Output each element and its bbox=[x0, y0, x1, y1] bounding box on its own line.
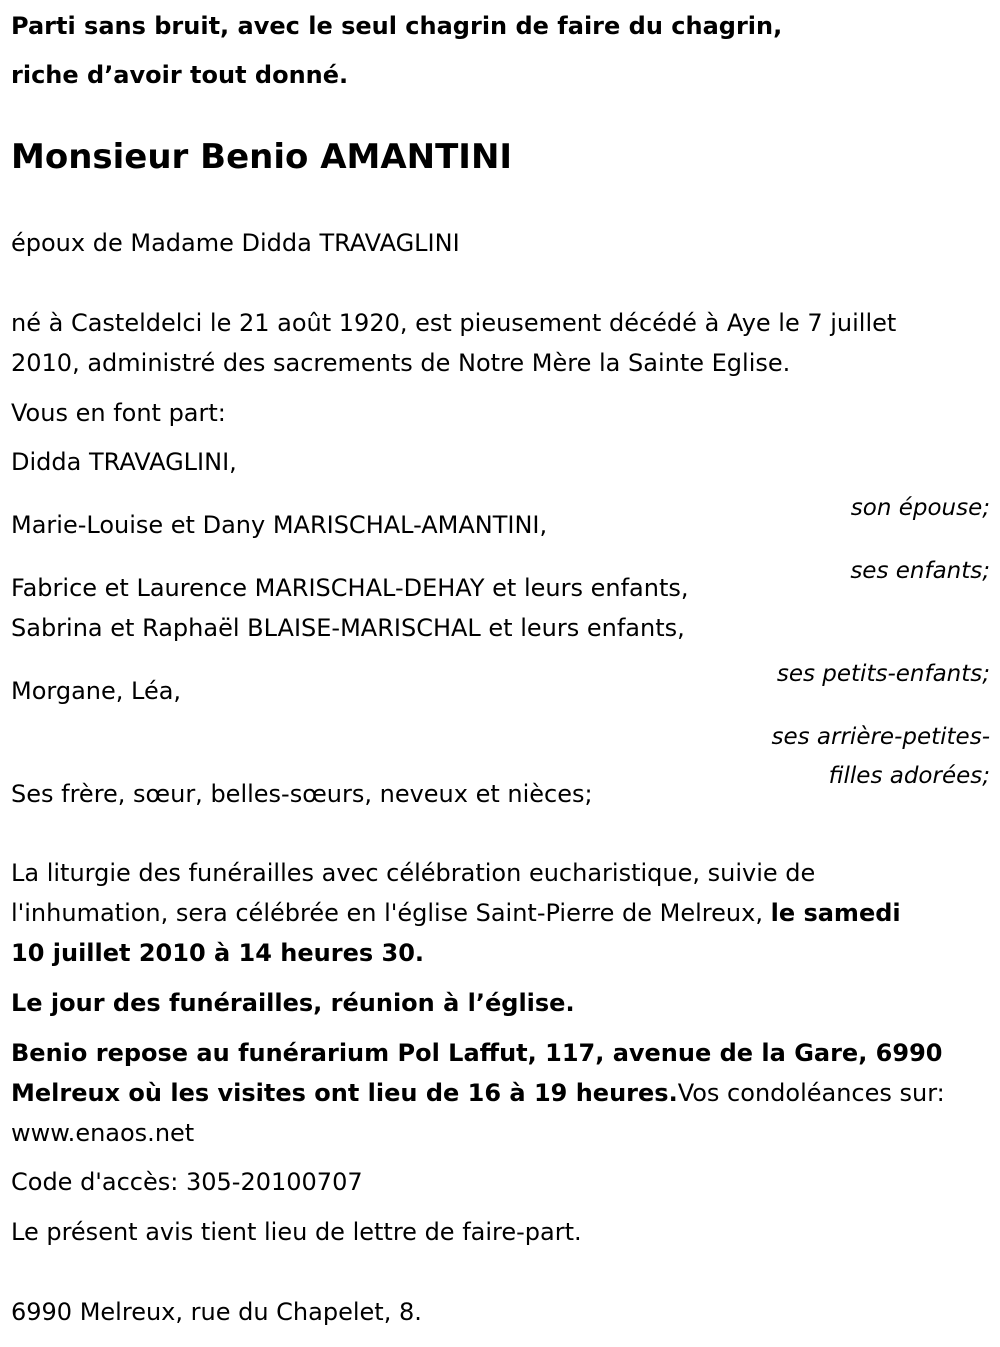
condolences-label: Vos condoléances sur: bbox=[677, 1079, 945, 1107]
condolences-website: www.enaos.net bbox=[11, 1119, 195, 1147]
announce-label: Vous en font part: bbox=[11, 399, 226, 427]
address: 6990 Melreux, rue du Chapelet, 8. bbox=[11, 1298, 422, 1326]
visiting-hours: Melreux où les visites ont lieu de 16 à 19 heures. bbox=[11, 1079, 678, 1107]
relatives-line: Ses frère, sœur, belles-sœurs, neveux et nièces; bbox=[11, 780, 593, 808]
family-name-great-grandchildren: Morgane, Léa, bbox=[11, 677, 182, 705]
birth-death-line-1: né à Casteldelci le 21 août 1920, est pieusement décédé à Aye le 7 juillet bbox=[11, 309, 897, 337]
family-role-spouse: son épouse; bbox=[850, 495, 990, 521]
intro-line-1: Parti sans bruit, avec le seul chagrin de faire du chagrin, bbox=[11, 12, 783, 40]
spouse-line: époux de Madame Didda TRAVAGLINI bbox=[11, 229, 460, 257]
family-role-great-grandchildren-1: ses arrière-petites- bbox=[771, 724, 990, 750]
meeting-line: Le jour des funérailles, réunion à l’église. bbox=[11, 989, 575, 1017]
family-name-grandchildren-2: Sabrina et Raphaël BLAISE-MARISCHAL et leurs enfants, bbox=[11, 614, 685, 642]
access-code: Code d'accès: 305-20100707 bbox=[11, 1168, 363, 1196]
liturgy-date-time: 10 juillet 2010 à 14 heures 30. bbox=[11, 939, 425, 967]
family-role-children: ses enfants; bbox=[850, 558, 990, 584]
family-name-grandchildren-1: Fabrice et Laurence MARISCHAL-DEHAY et leurs enfants, bbox=[11, 574, 689, 602]
liturgy-date-start: le samedi bbox=[770, 899, 901, 927]
family-name-spouse: Didda TRAVAGLINI, bbox=[11, 448, 237, 476]
family-role-great-grandchildren-2: filles adorées; bbox=[828, 763, 990, 789]
birth-death-line-2: 2010, administré des sacrements de Notre Mère la Sainte Eglise. bbox=[11, 349, 791, 377]
family-name-children: Marie-Louise et Dany MARISCHAL-AMANTINI, bbox=[11, 511, 548, 539]
notice-line: Le présent avis tient lieu de lettre de faire-part. bbox=[11, 1218, 582, 1246]
funerarium-line-2 bbox=[11, 1078, 945, 1108]
liturgy-line-1: La liturgie des funérailles avec célébration eucharistique, suivie de bbox=[11, 859, 816, 887]
intro-line-2: riche d’avoir tout donné. bbox=[11, 61, 349, 89]
funerarium-line-1: Benio repose au funérarium Pol Laffut, 117, avenue de la Gare, 6990 bbox=[11, 1039, 943, 1067]
family-role-grandchildren: ses petits-enfants; bbox=[776, 661, 990, 687]
deceased-name: Monsieur Benio AMANTINI bbox=[11, 137, 513, 177]
liturgy-line-2 bbox=[11, 898, 901, 928]
liturgy-line-2-text: l'inhumation, sera célébrée en l'église Saint-Pierre de Melreux, bbox=[11, 899, 771, 927]
